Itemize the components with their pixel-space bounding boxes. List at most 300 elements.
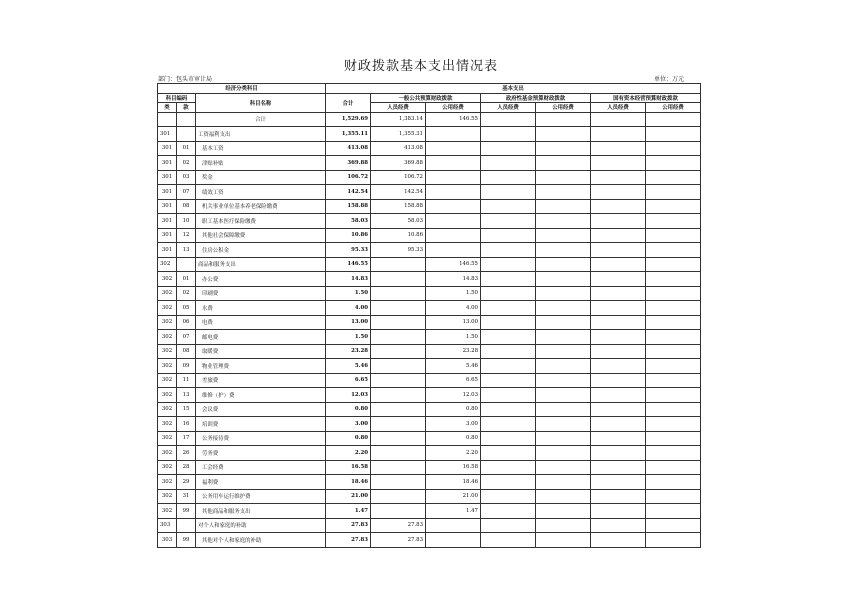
header-personnel-1: 人员经费 [371, 103, 426, 113]
cell-general-public: 21.00 [426, 489, 481, 504]
cell-general-personnel [371, 431, 426, 446]
cell-fund-personnel [481, 359, 536, 374]
cell-general-public [426, 533, 481, 548]
cell-name: 公务接待费 [196, 431, 326, 446]
cell-fund-public [536, 489, 591, 504]
cell-fund-personnel [481, 373, 536, 388]
cell-general-personnel [371, 417, 426, 432]
cell-total: 14.83 [326, 272, 371, 287]
cell-general-personnel: 95.33 [371, 243, 426, 258]
cell-total: 4.00 [326, 301, 371, 316]
cell-item: 03 [177, 170, 196, 185]
cell-total: 18.46 [326, 475, 371, 490]
cell-general-public: 13.00 [426, 315, 481, 330]
header-capital-budget: 国有资本经营预算财政拨款 [591, 93, 701, 103]
cell-item: 01 [177, 272, 196, 287]
header-code: 科目编码 [158, 93, 196, 103]
cell-name: 工资福利支出 [196, 127, 326, 142]
cell-name: 绩效工资 [196, 185, 326, 200]
cell-capital-public [646, 185, 701, 200]
cell-fund-personnel [481, 446, 536, 461]
cell-general-personnel: 142.54 [371, 185, 426, 200]
table-row [158, 272, 701, 287]
cell-general-public: 12.03 [426, 388, 481, 403]
cell-name: 商品和服务支出 [196, 257, 326, 272]
cell-total: 0.80 [326, 431, 371, 446]
cell-fund-public [536, 156, 591, 171]
cell-capital-personnel [591, 301, 646, 316]
cell-name: 会议费 [196, 402, 326, 417]
cell-general-public: 1.50 [426, 330, 481, 345]
cell-class: 301 [158, 214, 177, 229]
cell-total: 27.83 [326, 518, 371, 533]
cell-general-personnel: 158.88 [371, 199, 426, 214]
cell-fund-public [536, 127, 591, 142]
cell-capital-public [646, 330, 701, 345]
header-public-2: 公用经费 [536, 103, 591, 113]
cell-capital-public [646, 504, 701, 519]
cell-capital-public [646, 489, 701, 504]
cell-total: 58.03 [326, 214, 371, 229]
cell-fund-public [536, 214, 591, 229]
cell-general-public: 23.28 [426, 344, 481, 359]
cell-capital-public [646, 417, 701, 432]
cell-capital-public [646, 315, 701, 330]
cell-item: 07 [177, 330, 196, 345]
cell-class: 302 [158, 489, 177, 504]
table-row [158, 257, 701, 272]
cell-general-personnel [371, 257, 426, 272]
cell-total: 6.65 [326, 373, 371, 388]
cell-fund-personnel [481, 170, 536, 185]
cell-capital-public [646, 214, 701, 229]
cell-general-personnel [371, 344, 426, 359]
cell-total: 369.88 [326, 156, 371, 171]
cell-total: 3.00 [326, 417, 371, 432]
cell-item: 10 [177, 214, 196, 229]
cell-capital-personnel [591, 243, 646, 258]
cell-name: 印刷费 [196, 286, 326, 301]
cell-capital-public [646, 475, 701, 490]
cell-class: 302 [158, 475, 177, 490]
cell-class: 302 [158, 272, 177, 287]
cell-name: 水费 [196, 301, 326, 316]
table-row [158, 228, 701, 243]
table-row [158, 301, 701, 316]
cell-class: 302 [158, 257, 177, 272]
cell-capital-personnel [591, 359, 646, 374]
cell-item: 08 [177, 344, 196, 359]
cell-name: 其他对个人和家庭的补助 [196, 533, 326, 548]
cell-total: 142.54 [326, 185, 371, 200]
cell-capital-personnel [591, 127, 646, 142]
cell-class: 303 [158, 533, 177, 548]
table-row [158, 504, 701, 519]
table-row [158, 156, 701, 171]
cell-class: 302 [158, 431, 177, 446]
cell-capital-personnel [591, 330, 646, 345]
cell-total: 158.88 [326, 199, 371, 214]
cell-fund-personnel [481, 286, 536, 301]
cell-general-public: 146.55 [426, 112, 481, 127]
table-row [158, 489, 701, 504]
cell-fund-personnel [481, 141, 536, 156]
cell-name: 物业管理费 [196, 359, 326, 374]
cell-item: 09 [177, 359, 196, 374]
cell-capital-personnel [591, 475, 646, 490]
cell-item: 17 [177, 431, 196, 446]
cell-general-public: 18.46 [426, 475, 481, 490]
header-name: 科目名称 [196, 93, 326, 112]
cell-name: 工会经费 [196, 460, 326, 475]
cell-fund-personnel [481, 489, 536, 504]
cell-capital-personnel [591, 344, 646, 359]
cell-fund-personnel [481, 272, 536, 287]
table-row [158, 446, 701, 461]
cell-capital-public [646, 359, 701, 374]
cell-capital-public [646, 286, 701, 301]
header-basic-expense: 基本支出 [326, 84, 701, 94]
cell-capital-public [646, 243, 701, 258]
cell-name: 职工基本医疗保险缴费 [196, 214, 326, 229]
cell-class: 301 [158, 156, 177, 171]
cell-capital-personnel [591, 286, 646, 301]
cell-fund-personnel [481, 257, 536, 272]
cell-capital-public [646, 460, 701, 475]
cell-fund-public [536, 257, 591, 272]
table-row [158, 388, 701, 403]
cell-name: 邮电费 [196, 330, 326, 345]
cell-name: 其他商品和服务支出 [196, 504, 326, 519]
cell-general-public: 146.55 [426, 257, 481, 272]
table-row [158, 518, 701, 533]
cell-fund-public [536, 228, 591, 243]
cell-class: 303 [158, 518, 177, 533]
cell-total: 23.28 [326, 344, 371, 359]
cell-general-public [426, 141, 481, 156]
cell-general-public [426, 243, 481, 258]
cell-general-personnel [371, 402, 426, 417]
cell-fund-public [536, 315, 591, 330]
cell-class: 301 [158, 243, 177, 258]
cell-name: 电费 [196, 315, 326, 330]
cell-item: 06 [177, 315, 196, 330]
cell-total: 27.83 [326, 533, 371, 548]
cell-fund-public [536, 533, 591, 548]
cell-item: 02 [177, 156, 196, 171]
cell-total: 413.08 [326, 141, 371, 156]
cell-general-personnel [371, 388, 426, 403]
cell-capital-public [646, 388, 701, 403]
cell-fund-public [536, 199, 591, 214]
cell-capital-personnel [591, 388, 646, 403]
cell-general-personnel: 27.83 [371, 533, 426, 548]
cell-capital-public [646, 373, 701, 388]
cell-fund-personnel [481, 533, 536, 548]
cell-fund-public [536, 475, 591, 490]
cell-capital-public [646, 344, 701, 359]
cell-name: 对个人和家庭的补助 [196, 518, 326, 533]
cell-capital-public [646, 431, 701, 446]
cell-fund-personnel [481, 301, 536, 316]
cell-capital-public [646, 127, 701, 142]
cell-item [177, 257, 196, 272]
cell-fund-public [536, 170, 591, 185]
cell-fund-personnel [481, 518, 536, 533]
cell-capital-personnel [591, 257, 646, 272]
cell-total: 106.72 [326, 170, 371, 185]
cell-name: 取暖费 [196, 344, 326, 359]
cell-general-personnel [371, 286, 426, 301]
cell-fund-public [536, 417, 591, 432]
cell-fund-personnel [481, 330, 536, 345]
cell-name: 机关事业单位基本养老保险缴费 [196, 199, 326, 214]
cell-capital-personnel [591, 446, 646, 461]
cell-name: 奖金 [196, 170, 326, 185]
cell-capital-personnel [591, 402, 646, 417]
cell-general-personnel: 27.83 [371, 518, 426, 533]
cell-item: 16 [177, 417, 196, 432]
cell-name: 公务用车运行维护费 [196, 489, 326, 504]
cell-name: 维修（护）费 [196, 388, 326, 403]
table-row [158, 417, 701, 432]
cell-name: 培训费 [196, 417, 326, 432]
header-public-1: 公用经费 [426, 103, 481, 113]
cell-capital-personnel [591, 489, 646, 504]
cell-item: 13 [177, 243, 196, 258]
cell-class: 301 [158, 228, 177, 243]
cell-class: 302 [158, 359, 177, 374]
table-row [158, 112, 701, 127]
cell-fund-personnel [481, 417, 536, 432]
cell-item: 13 [177, 388, 196, 403]
cell-capital-public [646, 446, 701, 461]
header-general-budget: 一般公共预算财政拨款 [371, 93, 481, 103]
table-row [158, 475, 701, 490]
cell-fund-personnel [481, 243, 536, 258]
cell-capital-personnel [591, 199, 646, 214]
cell-capital-public [646, 112, 701, 127]
cell-class: 301 [158, 127, 177, 142]
table-row [158, 431, 701, 446]
cell-fund-personnel [481, 112, 536, 127]
cell-item: 11 [177, 373, 196, 388]
cell-general-personnel [371, 272, 426, 287]
cell-item: 28 [177, 460, 196, 475]
header-class: 类 [158, 103, 177, 113]
cell-fund-personnel [481, 199, 536, 214]
cell-general-personnel: 369.88 [371, 156, 426, 171]
table-row [158, 344, 701, 359]
cell-capital-personnel [591, 214, 646, 229]
cell-fund-public [536, 446, 591, 461]
cell-fund-public [536, 344, 591, 359]
header-econ-class: 经济分类科目 [158, 84, 326, 94]
cell-capital-personnel [591, 112, 646, 127]
cell-class [158, 112, 177, 127]
cell-capital-personnel [591, 504, 646, 519]
header-fund-budget: 政府性基金预算财政拨款 [481, 93, 591, 103]
cell-capital-public [646, 301, 701, 316]
cell-name: 津贴补贴 [196, 156, 326, 171]
cell-general-personnel: 10.86 [371, 228, 426, 243]
cell-item: 01 [177, 141, 196, 156]
cell-fund-personnel [481, 475, 536, 490]
cell-fund-personnel [481, 228, 536, 243]
cell-fund-personnel [481, 156, 536, 171]
cell-fund-public [536, 388, 591, 403]
cell-name: 劳务费 [196, 446, 326, 461]
cell-item: 99 [177, 533, 196, 548]
cell-class: 301 [158, 199, 177, 214]
cell-general-personnel [371, 301, 426, 316]
department-label: 部门：包头市审计局 [158, 76, 213, 83]
cell-class: 302 [158, 388, 177, 403]
cell-general-personnel [371, 359, 426, 374]
cell-fund-personnel [481, 315, 536, 330]
header-item: 款 [177, 103, 196, 113]
cell-general-personnel [371, 460, 426, 475]
cell-general-personnel: 413.08 [371, 141, 426, 156]
cell-fund-personnel [481, 388, 536, 403]
cell-item: 29 [177, 475, 196, 490]
cell-class: 302 [158, 460, 177, 475]
cell-item: 02 [177, 286, 196, 301]
cell-capital-personnel [591, 533, 646, 548]
table-row [158, 402, 701, 417]
cell-class: 302 [158, 301, 177, 316]
cell-class: 302 [158, 504, 177, 519]
cell-general-public [426, 170, 481, 185]
cell-total: 1.50 [326, 330, 371, 345]
cell-capital-personnel [591, 185, 646, 200]
cell-item: 15 [177, 402, 196, 417]
cell-capital-personnel [591, 417, 646, 432]
table-row [158, 243, 701, 258]
cell-item [177, 112, 196, 127]
cell-capital-personnel [591, 460, 646, 475]
header-personnel-2: 人员经费 [481, 103, 536, 113]
cell-fund-personnel [481, 431, 536, 446]
cell-fund-personnel [481, 504, 536, 519]
cell-class: 302 [158, 402, 177, 417]
header-total: 合计 [326, 93, 371, 112]
page-title: 财政拨款基本支出情况表 [343, 59, 498, 74]
cell-fund-personnel [481, 127, 536, 142]
cell-fund-personnel [481, 460, 536, 475]
cell-name: 办公费 [196, 272, 326, 287]
cell-total: 13.00 [326, 315, 371, 330]
cell-general-public: 14.83 [426, 272, 481, 287]
cell-capital-public [646, 257, 701, 272]
cell-total: 12.03 [326, 388, 371, 403]
cell-class: 301 [158, 170, 177, 185]
cell-general-public: 1.50 [426, 286, 481, 301]
cell-fund-public [536, 286, 591, 301]
cell-capital-personnel [591, 373, 646, 388]
cell-general-public: 3.00 [426, 417, 481, 432]
cell-name: 合计 [196, 112, 326, 127]
cell-general-public: 0.80 [426, 431, 481, 446]
cell-capital-personnel [591, 315, 646, 330]
cell-total: 146.55 [326, 257, 371, 272]
cell-name: 差旅费 [196, 373, 326, 388]
cell-class: 302 [158, 446, 177, 461]
table-row [158, 373, 701, 388]
cell-capital-public [646, 272, 701, 287]
table-row [158, 214, 701, 229]
cell-fund-public [536, 112, 591, 127]
cell-capital-personnel [591, 518, 646, 533]
cell-general-public: 4.00 [426, 301, 481, 316]
cell-capital-public [646, 228, 701, 243]
cell-total: 2.20 [326, 446, 371, 461]
cell-capital-personnel [591, 156, 646, 171]
cell-general-public: 5.46 [426, 359, 481, 374]
cell-item: 31 [177, 489, 196, 504]
table-row [158, 315, 701, 330]
cell-general-public [426, 185, 481, 200]
cell-capital-public [646, 402, 701, 417]
cell-item: 12 [177, 228, 196, 243]
cell-capital-public [646, 199, 701, 214]
cell-capital-personnel [591, 228, 646, 243]
cell-item: 05 [177, 301, 196, 316]
cell-fund-public [536, 330, 591, 345]
cell-total: 10.86 [326, 228, 371, 243]
cell-general-personnel [371, 475, 426, 490]
cell-name: 基本工资 [196, 141, 326, 156]
cell-capital-public [646, 533, 701, 548]
table-row [158, 286, 701, 301]
cell-fund-personnel [481, 344, 536, 359]
cell-class: 302 [158, 373, 177, 388]
cell-class: 301 [158, 141, 177, 156]
cell-fund-public [536, 402, 591, 417]
cell-name: 福利费 [196, 475, 326, 490]
cell-class: 302 [158, 330, 177, 345]
cell-class: 301 [158, 185, 177, 200]
cell-fund-public [536, 272, 591, 287]
expense-table [157, 83, 701, 548]
table-row [158, 199, 701, 214]
cell-fund-personnel [481, 214, 536, 229]
cell-fund-public [536, 359, 591, 374]
table-row [158, 533, 701, 548]
cell-fund-personnel [481, 402, 536, 417]
cell-total: 5.46 [326, 359, 371, 374]
cell-general-personnel [371, 315, 426, 330]
cell-total: 95.33 [326, 243, 371, 258]
table-row [158, 460, 701, 475]
cell-general-public [426, 214, 481, 229]
cell-general-personnel: 106.72 [371, 170, 426, 185]
cell-general-public: 0.80 [426, 402, 481, 417]
table-row [158, 359, 701, 374]
cell-item: 08 [177, 199, 196, 214]
cell-total: 16.58 [326, 460, 371, 475]
cell-fund-public [536, 518, 591, 533]
table-row [158, 170, 701, 185]
cell-fund-public [536, 460, 591, 475]
cell-general-public: 1.47 [426, 504, 481, 519]
cell-general-public [426, 228, 481, 243]
cell-general-personnel [371, 373, 426, 388]
cell-general-public: 6.65 [426, 373, 481, 388]
cell-total: 1,355.11 [326, 127, 371, 142]
cell-capital-public [646, 141, 701, 156]
cell-total: 1,529.69 [326, 112, 371, 127]
